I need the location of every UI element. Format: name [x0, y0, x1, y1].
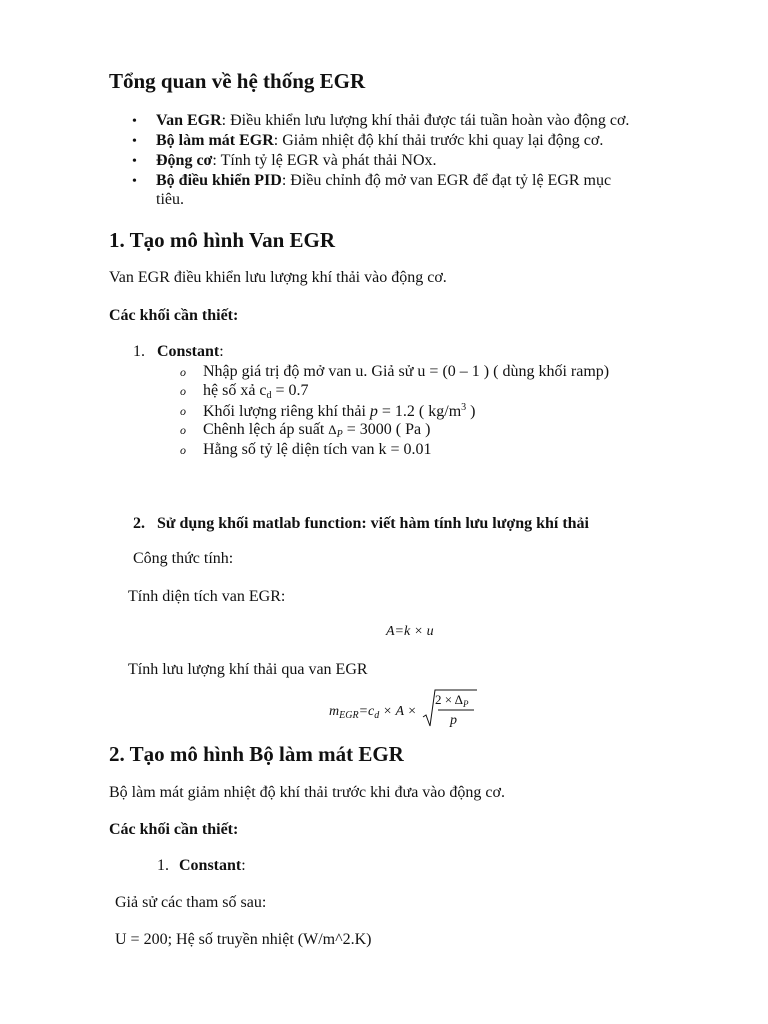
- bullet-icon: •: [132, 114, 137, 129]
- symbol: =c: [358, 704, 375, 719]
- list-item: [156, 112, 629, 130]
- subscript: P: [462, 699, 469, 709]
- text: Chênh lệch áp suất: [203, 421, 329, 438]
- circle-bullet-icon: o: [180, 365, 186, 379]
- term: Constant: [157, 343, 220, 360]
- text: Khối lượng riêng khí thải: [203, 403, 370, 420]
- circle-bullet-icon: o: [180, 423, 186, 437]
- bullet-icon: •: [132, 134, 137, 149]
- symbol: p: [369, 403, 378, 420]
- text: = 3000 ( Pa ): [342, 421, 431, 438]
- colon: :: [241, 857, 246, 874]
- circle-bullet-icon: o: [180, 384, 186, 398]
- colon: :: [219, 343, 224, 360]
- bullet-icon: •: [132, 154, 137, 169]
- blocks-label: Các khối cần thiết:: [109, 307, 239, 324]
- bullet-icon: •: [132, 174, 137, 189]
- equation-flow: [329, 704, 417, 721]
- term: Constant: [179, 857, 242, 874]
- circle-bullet-icon: o: [180, 443, 186, 457]
- section-heading: 1. Tạo mô hình Van EGR: [109, 228, 336, 252]
- term: Bộ điều khiển PID: [156, 172, 282, 189]
- list-item: [156, 172, 611, 190]
- parameter-line: U = 200; Hệ số truyền nhiệt (W/m^2.K): [115, 931, 372, 948]
- text: = 0.7: [271, 382, 309, 399]
- superscript: 3: [461, 402, 467, 413]
- section-intro: Bộ làm mát giảm nhiệt độ khí thải trước khi đưa vào động cơ.: [109, 784, 505, 801]
- item-number: 1.: [157, 857, 169, 874]
- list-item: [156, 132, 603, 150]
- sub-item: [203, 402, 475, 421]
- fraction-denominator: p: [450, 713, 457, 728]
- delta-symbol: Δ: [328, 422, 337, 437]
- subscript: P: [336, 429, 343, 440]
- numbered-item: Sử dụng khối matlab function: viết hàm tính lưu lượng khí thải: [157, 515, 589, 532]
- section-heading: 2. Tạo mô hình Bộ làm mát EGR: [109, 742, 404, 766]
- subscript: d: [374, 710, 380, 721]
- description: : Điều khiển lưu lượng khí thải được tái tuần hoàn vào động cơ.: [221, 112, 630, 129]
- numbered-item: [179, 857, 246, 875]
- description: : Điều chỉnh độ mở van EGR để đạt tỷ lệ EGR mục: [281, 172, 612, 189]
- sub-item: [203, 421, 430, 440]
- circle-bullet-icon: o: [180, 404, 186, 418]
- symbol: m: [329, 704, 340, 719]
- numerator: 2 × Δ: [435, 692, 463, 707]
- blocks-label: Các khối cần thiết:: [109, 821, 239, 838]
- list-item-continuation: tiêu.: [156, 191, 184, 208]
- subscript: EGR: [339, 710, 359, 721]
- text: hệ số xả c: [203, 382, 267, 399]
- description: : Tính tỷ lệ EGR và phát thải NOx.: [212, 152, 437, 169]
- page-title: Tổng quan về hệ thống EGR: [109, 69, 366, 93]
- flow-label: Tính lưu lượng khí thải qua van EGR: [128, 661, 368, 678]
- text: ): [466, 403, 476, 420]
- term: Van EGR: [156, 112, 222, 129]
- item-number: 1.: [133, 343, 145, 360]
- list-item: [156, 152, 437, 170]
- equation-area: A=k × u: [386, 624, 434, 639]
- term: Động cơ: [156, 152, 213, 169]
- term: Bộ làm mát EGR: [156, 132, 274, 149]
- numbered-item: [157, 343, 224, 361]
- subscript: d: [266, 390, 272, 401]
- description: : Giảm nhiệt độ khí thải trước khi quay lại động cơ.: [273, 132, 604, 149]
- text: = 1.2 ( kg/m: [377, 403, 462, 420]
- sub-item: [203, 382, 309, 401]
- section-intro: Van EGR điều khiển lưu lượng khí thải vào động cơ.: [109, 269, 447, 286]
- symbol: × A ×: [379, 704, 417, 719]
- assumption-label: Giả sử các tham số sau:: [115, 894, 267, 911]
- area-label: Tính diện tích van EGR:: [128, 588, 286, 605]
- formula-label: Công thức tính:: [133, 550, 234, 567]
- sub-item: Nhập giá trị độ mở van u. Giả sử u = (0 – 1 ) ( dùng khối ramp): [203, 363, 610, 380]
- fraction-numerator: [435, 692, 468, 709]
- item-number: 2.: [133, 515, 145, 532]
- sub-item: Hằng số tỷ lệ diện tích van k = 0.01: [203, 441, 432, 458]
